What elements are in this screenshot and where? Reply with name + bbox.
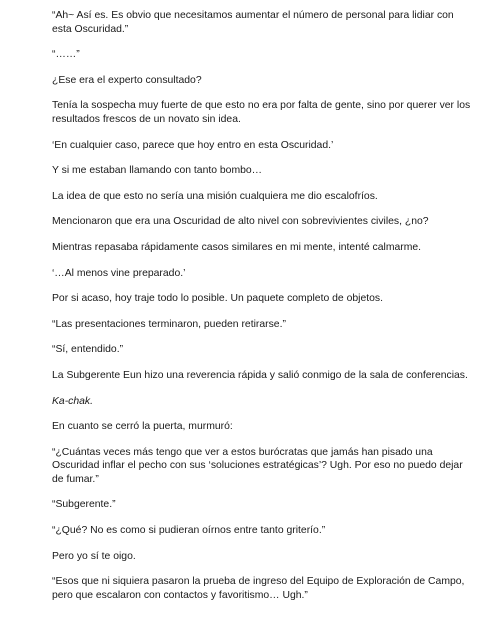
- paragraph: “……”: [52, 49, 80, 61]
- paragraph: “Esos que ni siquiera pasaron la prueba de ingreso del Equipo de Exploración de Campo, pero que escalaron con contactos y favoritismo… Ugh.”: [52, 576, 465, 601]
- sound-effect-paragraph: Ka-chak.: [52, 395, 94, 407]
- paragraph: ¿Ese era el experto consultado?: [52, 74, 202, 86]
- paragraph: Por si acaso, hoy traje todo lo posible. Un paquete completo de objetos.: [52, 293, 383, 305]
- paragraph: “Las presentaciones terminaron, pueden retirarse.”: [52, 318, 286, 330]
- paragraph: ‘En cualquier caso, parece que hoy entro en esta Oscuridad.’: [52, 139, 334, 151]
- document-body: [52, 9, 471, 602]
- paragraph: Mientras repasaba rápidamente casos similares en mi mente, intenté calmarme.: [52, 241, 422, 253]
- paragraph: “Ah~ Así es. Es obvio que necesitamos aumentar el número de personal para lidiar con esta Oscuridad.”: [52, 10, 454, 35]
- paragraph: “¿Qué? No es como si pudieran oírnos entre tanto griterío.”: [52, 525, 326, 537]
- paragraph: “Subgerente.”: [52, 499, 116, 511]
- paragraph: En cuanto se cerró la puerta, murmuró:: [52, 421, 233, 433]
- paragraph: Y si me estaban llamando con tanto bombo…: [52, 165, 263, 177]
- paragraph: La idea de que esto no sería una misión cualquiera me dio escalofríos.: [52, 190, 378, 202]
- paragraph: Mencionaron que era una Oscuridad de alto nivel con sobrevivientes civiles, ¿no?: [52, 216, 429, 228]
- paragraph: ‘…Al menos vine preparado.’: [52, 267, 186, 279]
- paragraph: “¿Cuántas veces más tengo que ver a estos burócratas que jamás han pisado una Oscuridad inflar el pecho con sus ‘soluciones estratégicas’? Ugh. Por eso no puedo dejar de fumar.”: [52, 446, 463, 485]
- paragraph: “Sí, entendido.”: [52, 344, 124, 356]
- paragraph: La Subgerente Eun hizo una reverencia rápida y salió conmigo de la sala de conferencias.: [52, 369, 468, 381]
- paragraph: Pero yo sí te oigo.: [52, 550, 136, 562]
- paragraph: Tenía la sospecha muy fuerte de que esto no era por falta de gente, sino por querer ver los resultados frescos de un novato sin idea.: [52, 100, 471, 125]
